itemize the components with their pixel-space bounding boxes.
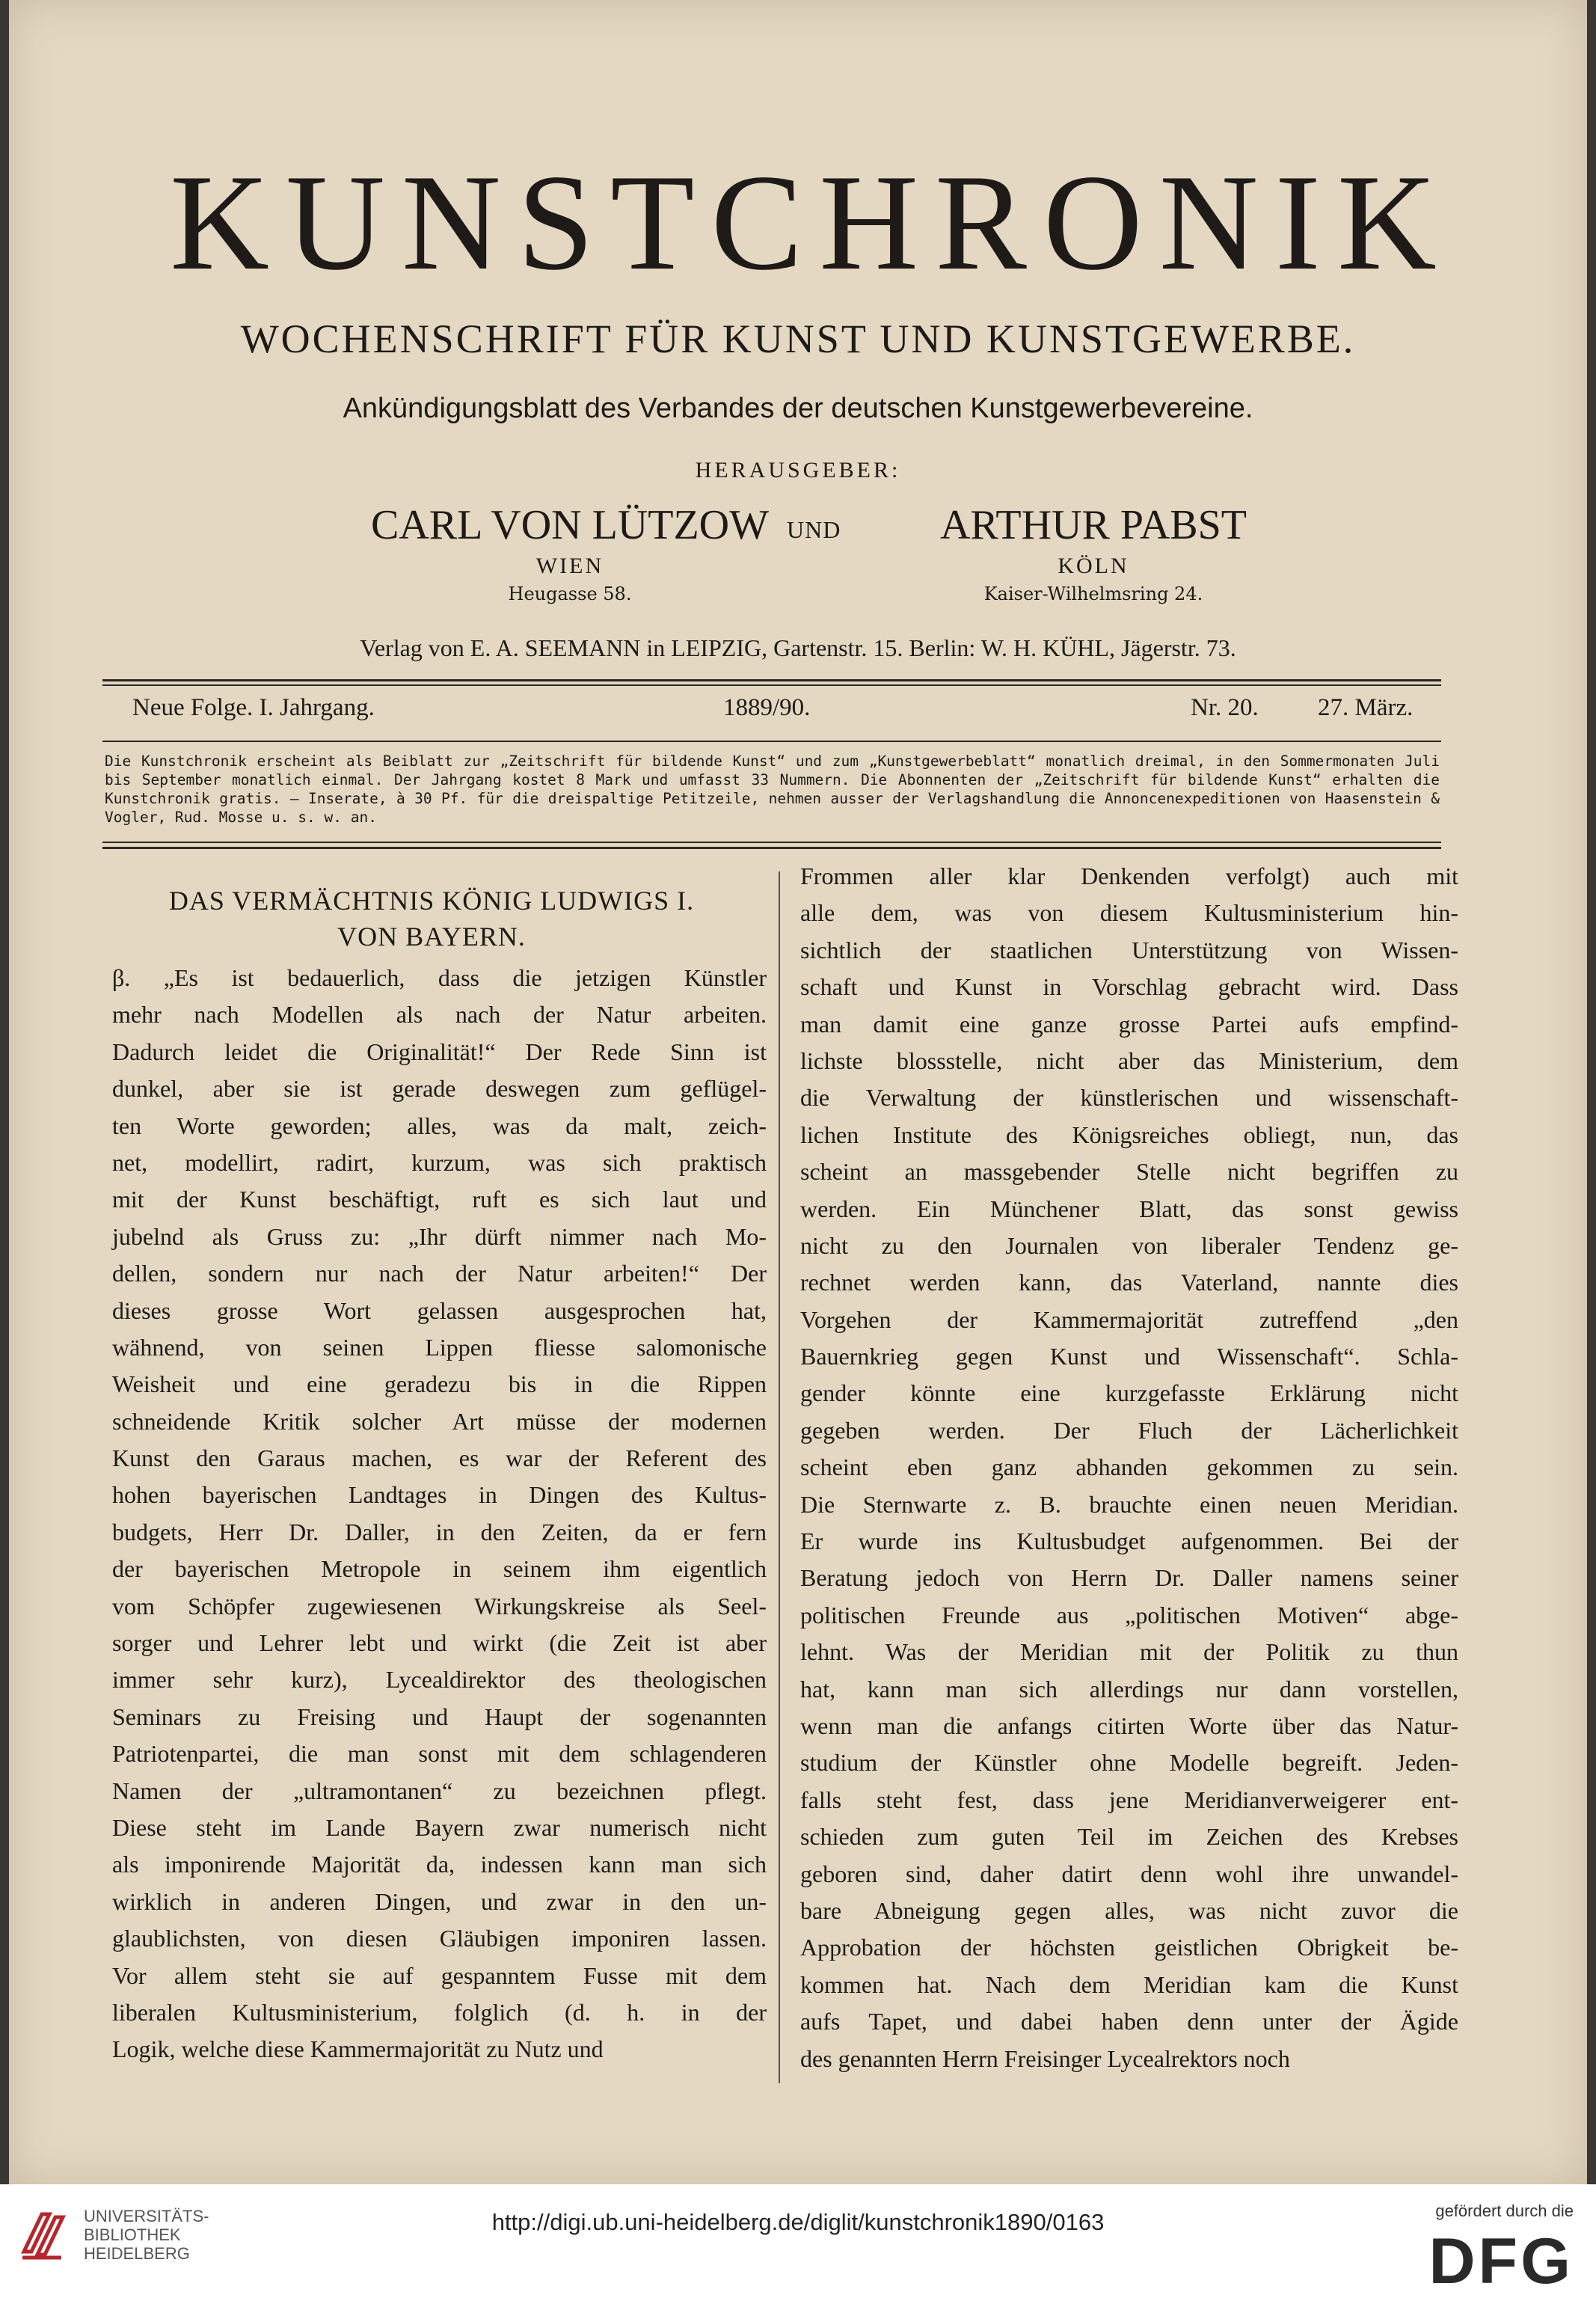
article-line: die Verwaltung der künstlerischen und wissenschaft- xyxy=(800,1084,1458,1112)
article-line: Patriotenpartei, die man sonst mit dem schlagenderen xyxy=(112,1740,767,1768)
article-line: glaublichsten, von diesen Gläubigen imponiren lassen. xyxy=(112,1925,767,1952)
editor-right xyxy=(862,503,1325,604)
library-line-1: UNIVERSITÄTS- xyxy=(84,2207,209,2225)
article-line: Die Sternwarte z. B. brauchte einen neuen Meridian. xyxy=(800,1490,1458,1518)
viewer-footer xyxy=(0,2184,1596,2298)
article-line: falls steht fest, dass jene Meridianverweigerer ent- xyxy=(800,1786,1458,1813)
article-line: bare Abneigung gegen alles, was nicht zuvor die xyxy=(800,1896,1458,1924)
article-line: Weisheit und eine geradezu bis in die Rippen xyxy=(112,1370,767,1398)
article-line: wenn man die anfangs citirten Worte über das Natur- xyxy=(800,1712,1458,1739)
editor-right-name: ARTHUR PABST xyxy=(939,502,1247,548)
article-column-right xyxy=(800,858,1458,2077)
article-line: ten Worte geworden; alles, was da malt, zeich- xyxy=(112,1112,767,1139)
editor-right-address: Kaiser-Wilhelmsring 24. xyxy=(983,583,1203,604)
column-divider xyxy=(779,871,780,2083)
article-line: aufs Tapet, und dabei haben denn unter der Ägide xyxy=(800,2008,1458,2035)
article-line: Frommen aller klar Denkenden verfolgt) auch mit xyxy=(800,862,1458,889)
permalink-url[interactable]: http://digi.ub.uni-heidelberg.de/diglit/kunstchronik1890/0163 xyxy=(491,2209,1105,2235)
article-line: wirklich in anderen Dingen, und zwar in den un- xyxy=(112,1887,767,1915)
issue-line xyxy=(132,694,1426,732)
masthead-subtitle: WOCHENSCHRIFT FÜR KUNST UND KUNSTGEWERBE. xyxy=(240,316,1356,361)
article-line: man damit eine ganze grosse Partei aufs empfind- xyxy=(800,1010,1458,1038)
article-line: Seminars zu Freising und Haupt der sogenannten xyxy=(112,1703,767,1730)
issue-series: Neue Folge. I. Jahrgang. xyxy=(132,694,375,721)
article-line: scheint eben ganz abhanden gekommen zu sein. xyxy=(800,1453,1458,1481)
article-line: net, modellirt, radirt, kurzum, was sich praktisch xyxy=(112,1148,767,1176)
article-line: β. „Es ist bedauerlich, dass die jetzigen Künstler xyxy=(112,964,767,991)
article-line: mit der Kunst beschäftigt, ruft es sich laut und xyxy=(112,1186,767,1213)
article-line: Diese steht im Lande Bayern zwar numerisch nicht xyxy=(112,1813,767,1841)
article-line: Dadurch leidet die Originalität!“ Der Rede Sinn ist xyxy=(112,1038,767,1065)
editor-left-city: WIEN xyxy=(535,553,604,578)
masthead-title: KUNSTCHRONIK xyxy=(170,146,1453,298)
article-line: Beratung jedoch von Herrn Dr. Daller namens seiner xyxy=(800,1564,1458,1592)
article-line: budgets, Herr Dr. Daller, in den Zeiten, da er fern xyxy=(112,1518,767,1545)
article-line: alle dem, was von diesem Kultusministerium hin- xyxy=(800,899,1458,927)
article-line: liberalen Kultusministerium, folglich (d. h. in der xyxy=(112,1998,767,2026)
article-line: Vorgehen der Kammermajorität zutreffend „den xyxy=(800,1305,1458,1333)
editor-right-city: KÖLN xyxy=(1058,553,1129,578)
issue-date: 27. März. xyxy=(1318,694,1414,721)
article-line: gegeben werden. Der Fluch der Lächerlichkeit xyxy=(800,1416,1458,1444)
article-line: gender könnte eine kurzgefasste Erklärung nicht xyxy=(800,1379,1458,1407)
article-line: lichen Institute des Königsreiches obliegt, nun, das xyxy=(800,1121,1458,1148)
article-line: mehr nach Modellen als nach der Natur arbeiten. xyxy=(112,1001,767,1029)
article-line: lichste blossstelle, nicht aber das Ministerium, dem xyxy=(800,1047,1458,1074)
rule-mid xyxy=(102,741,1441,742)
article-line: des genannten Herrn Freisinger Lycealrektors noch xyxy=(800,2044,1290,2072)
article-line: Vor allem steht sie auf gespanntem Fusse mit dem xyxy=(112,1961,767,1989)
article-line: nicht zu den Journalen von liberaler Tendenz ge- xyxy=(800,1231,1458,1259)
article-line: Namen der „ultramontanen“ zu bezeichnen pflegt. xyxy=(112,1777,767,1804)
article-line: Kunst den Garaus machen, es war der Referent des xyxy=(112,1444,767,1472)
editor-left-address: Heugasse 58. xyxy=(508,583,632,604)
announcement-line: Ankündigungsblatt des Verbandes der deutschen Kunstgewerbevereine. xyxy=(343,393,1253,424)
issue-number: Nr. 20. xyxy=(1191,694,1259,721)
article-line: vom Schöpfer zugewiesenen Wirkungskreise als Seel- xyxy=(112,1592,767,1620)
rule-bottom-1 xyxy=(102,842,1441,843)
article-line: studium der Künstler ohne Modelle begreift. Jeden- xyxy=(800,1749,1458,1777)
scanned-page xyxy=(9,0,1587,2184)
rule-top-1 xyxy=(102,679,1441,681)
article-line: schneidende Kritik solcher Art müsse der modernen xyxy=(112,1407,767,1435)
article-line: schieden zum guten Teil im Zeichen des Krebses xyxy=(800,1823,1458,1851)
article-line: scheint an massgebender Stelle nicht begriffen zu xyxy=(800,1158,1458,1186)
editors-heading: HERAUSGEBER: xyxy=(695,458,901,482)
article-line: politischen Freunde aus „politischen Motiven“ abge- xyxy=(800,1601,1458,1628)
article-line: werden. Ein Münchener Blatt, das sonst gewiss xyxy=(800,1195,1458,1222)
issue-year: 1889/90. xyxy=(723,694,811,721)
article-line: dellen, sondern nur nach der Natur arbeiten!“ Der xyxy=(112,1260,767,1287)
publisher-line: Verlag von E. A. SEEMANN in LEIPZIG, Gartenstr. 15. Berlin: W. H. KÜHL, Jägerstr. 73. xyxy=(360,634,1236,661)
article-line: hohen bayerischen Landtages in Dingen des Kultus- xyxy=(112,1481,767,1509)
article-line: rechnet werden kann, das Vaterland, nannte dies xyxy=(800,1269,1458,1296)
editor-left xyxy=(346,503,794,604)
article-line: geboren sind, daher datirt denn wohl ihre unwandel- xyxy=(800,1860,1458,1887)
article-title-line-1: DAS VERMÄCHTNIS KÖNIG LUDWIGS I. xyxy=(168,886,695,916)
article-line: sichtlich der staatlichen Unterstützung von Wissen- xyxy=(800,936,1458,963)
editors-conjunction: UND xyxy=(787,516,841,543)
article-line: Approbation der höchsten geistlichen Obrigkeit be- xyxy=(800,1934,1458,1961)
article-line: wähnend, von seinen Lippen fliesse salomonische xyxy=(112,1333,767,1361)
article-line: als imponirende Majorität da, indessen kann man sich xyxy=(112,1851,767,1878)
editor-left-name: CARL VON LÜTZOW xyxy=(371,502,769,548)
article-title-line-2: VON BAYERN. xyxy=(337,922,526,952)
article-line: lehnt. Was der Meridian mit der Politik zu thun xyxy=(800,1638,1458,1666)
library-line-2: BIBLIOTHEK xyxy=(84,2225,181,2244)
article-line: dieses grosse Wort gelassen ausgesprochen hat, xyxy=(112,1296,767,1324)
subscription-notice: Die Kunstchronik erscheint als Beiblatt zur „Zeitschrift für bildende Kunst“ und zum „Kunstgewerbeblatt“ monatlich dreimal, in den Sommermonaten Juli bis September monatlich einmal. Der Jahrgang kostet 8 Mark und umfasst 33 Nummern. Die Abonnenten der „Zeitschrift für bildende Kunst“ erhalten die Kunstchronik gratis. — Inserate, à 30 Pf. für die dreispaltige Petitzeile, nehmen ausser der Verlagshandlung die Annoncenexpeditionen von Haasenstein & Vogler, Rud. Mosse u. s. w. an. xyxy=(105,753,1440,826)
article-line: der bayerischen Metropole in seinem ihm eigentlich xyxy=(112,1555,767,1583)
article-column-left xyxy=(112,960,767,2068)
article-line: schaft und Kunst in Vorschlag gebracht wird. Dass xyxy=(800,973,1458,1001)
article-line: Er wurde ins Kultusbudget aufgenommen. Bei der xyxy=(800,1528,1458,1555)
rule-bottom-2 xyxy=(102,847,1441,849)
library-line-3: HEIDELBERG xyxy=(84,2244,190,2263)
article-line: dunkel, aber sie ist gerade deswegen zum geflügel- xyxy=(112,1075,767,1103)
rule-top-2 xyxy=(102,684,1441,686)
article-title xyxy=(110,883,753,955)
article-line: jubelnd als Gruss zu: „Ihr dürft nimmer nach Mo- xyxy=(112,1222,767,1250)
funder-label: gefördert durch die xyxy=(1435,2202,1574,2220)
article-line: kommen hat. Nach dem Meridian kam die Kunst xyxy=(800,1970,1458,1998)
article-line: hat, kann man sich allerdings nur dann vorstellen, xyxy=(800,1675,1458,1703)
dfg-logo-icon: DFG xyxy=(1428,2225,1574,2297)
article-line: immer sehr kurz), Lycealdirektor des theologischen xyxy=(112,1666,767,1694)
article-line: sorger und Lehrer lebt und wirkt (die Zeit ist aber xyxy=(112,1629,767,1657)
article-line: Bauernkrieg gegen Kunst und Wissenschaft“. Schla- xyxy=(800,1343,1458,1370)
article-line: Logik, welche diese Kammermajorität zu Nutz und xyxy=(112,2035,604,2063)
